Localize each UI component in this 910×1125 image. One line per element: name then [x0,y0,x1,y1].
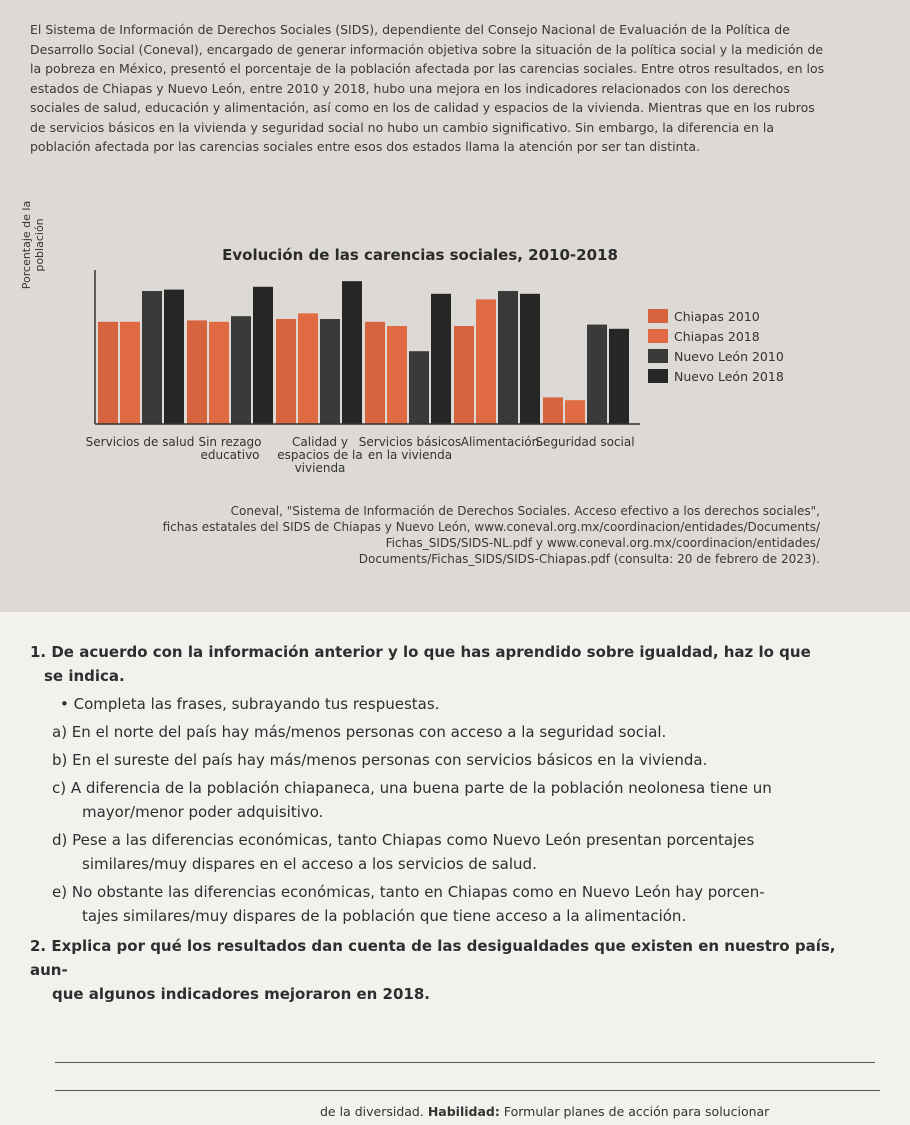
category-label: Seguridad social [535,435,635,449]
bar-4-3 [409,351,429,424]
category-label: Servicios básicos en la vivienda [358,435,462,462]
legend-item [648,306,784,326]
bar-1-2 [120,322,140,424]
question-section [30,640,860,1006]
bar-5-4 [520,294,540,424]
question-1-line: se indica. [44,667,125,685]
statement-line: similares/muy dispares en el acceso a los servicios de salud. [82,855,537,873]
legend-label: Nuevo León 2010 [674,348,784,364]
legend-label: Chiapas 2010 [674,308,760,324]
category-label: Servicios de salud [85,435,195,449]
statement-line: tajes similares/muy dispares de la población que tiene acceso a la alimentación. [82,907,687,925]
chart-title: Evolución de las carencias sociales, 2010-2018 [222,246,618,264]
bar-3-3 [320,319,340,424]
bar-4-2 [387,326,407,424]
bar-3-4 [342,281,362,424]
category-label: Alimentación [460,435,540,449]
question-1 [30,640,860,688]
statement-line: d) Pese a las diferencias económicas, tanto Chiapas como Nuevo León presentan porcentajes [52,831,755,849]
bar-2-4 [253,287,273,424]
question-2 [30,934,860,1006]
source-line: Coneval, "Sistema de Información de Derechos Sociales. Acceso efectivo a los derechos sociales", [230,504,820,518]
legend-label: Nuevo León 2018 [674,368,784,384]
footer-skill [320,1104,880,1119]
footer-label: Habilidad: [427,1104,500,1119]
bar-1-3 [142,291,162,424]
legend-label: Chiapas 2018 [674,328,760,344]
bar-5-3 [498,291,518,424]
instruction-bullet: • Completa las frases, subrayando tus respuestas. [60,695,440,713]
legend-swatch [648,369,668,383]
y-axis-label: Porcentaje de la población [20,200,46,290]
legend-swatch [648,309,668,323]
bar-4-4 [431,294,451,424]
statement-b: b) En el sureste del país hay más/menos personas con servicios básicos en la vivienda. [52,751,708,769]
bar-2-3 [231,316,251,424]
bar-2-1 [187,320,207,424]
answer-line[interactable] [55,1062,875,1063]
chart-legend [648,306,784,386]
statement-a: a) En el norte del país hay más/menos personas con acceso a la seguridad social. [52,723,667,741]
bar-1-1 [98,322,118,424]
bar-5-1 [454,326,474,424]
legend-swatch [648,329,668,343]
statement-line: e) No obstante las diferencias económicas, tanto en Chiapas como en Nuevo León hay porcen- [52,883,765,901]
category-label: Calidad y espacios de la vivienda [277,435,363,475]
intro-paragraph: El Sistema de Información de Derechos Sociales (SIDS), dependiente del Consejo Nacional de Evaluación de la Política de Desarrollo Social (Coneval), encargado de generar información objetiva sobre la situación de la política social y la medición de la pobreza en México, presentó el porcentaje de la población afectada por las carencias sociales. Entre otros resultados, en los estados de Chiapas y Nuevo León, entre 2010 y 2018, hubo una mejora en los indicadores relacionados con los derechos sociales de salud, educación y alimentación, así como en los de calidad y espacios de la vivienda. Mientras que en los rubros de servicios básicos en la vivienda y seguridad social no hubo un cambio significativo. Sin embargo, la diferencia en la población afectada por las carencias sociales entre esos dos estados llama la atención por ser tan distinta. [30,22,825,154]
bar-3-1 [276,319,296,424]
legend-item [648,346,784,366]
footer-prefix: de la diversidad. [320,1104,424,1119]
legend-swatch [648,349,668,363]
bar-2-2 [209,322,229,424]
question-2-line: que algunos indicadores mejoraron en 2018. [52,985,430,1003]
footer-text: Formular planes de acción para solucionar [503,1104,770,1119]
statement-line: c) A diferencia de la población chiapaneca, una buena parte de la población neolonesa tiene un [52,779,772,797]
statement-line: mayor/menor poder adquisitivo. [82,803,324,821]
bar-6-2 [565,400,585,424]
bar-3-2 [298,313,318,424]
statement-e [30,880,860,928]
bar-6-1 [543,397,563,424]
statement-d [30,828,860,876]
question-1-line: 1. De acuerdo con la información anterior y lo que has aprendido sobre igualdad, haz lo que [30,643,811,661]
bar-4-1 [365,322,385,424]
bar-6-4 [609,329,629,424]
statement-c [30,776,860,824]
category-label: Sin rezago educativo [198,435,262,462]
bar-group [98,281,629,424]
source-line: Documents/Fichas_SIDS/SIDS-Chiapas.pdf (consulta: 20 de febrero de 2023). [358,552,820,566]
legend-item [648,366,784,386]
source-line: fichas estatales del SIDS de Chiapas y Nuevo León, www.coneval.org.mx/coordinacion/entidades/Documents/ [162,520,820,534]
source-line: Fichas_SIDS/SIDS-NL.pdf y www.coneval.org.mx/coordinacion/entidades/ [385,536,820,550]
bar-6-3 [587,325,607,424]
question-2-line: 2. Explica por qué los resultados dan cuenta de las desigualdades que existen en nuestro país, aun- [30,937,836,979]
bar-5-2 [476,299,496,424]
chart-source [30,503,820,567]
bar-1-4 [164,290,184,424]
answer-line[interactable] [55,1090,880,1091]
legend-item [648,326,784,346]
